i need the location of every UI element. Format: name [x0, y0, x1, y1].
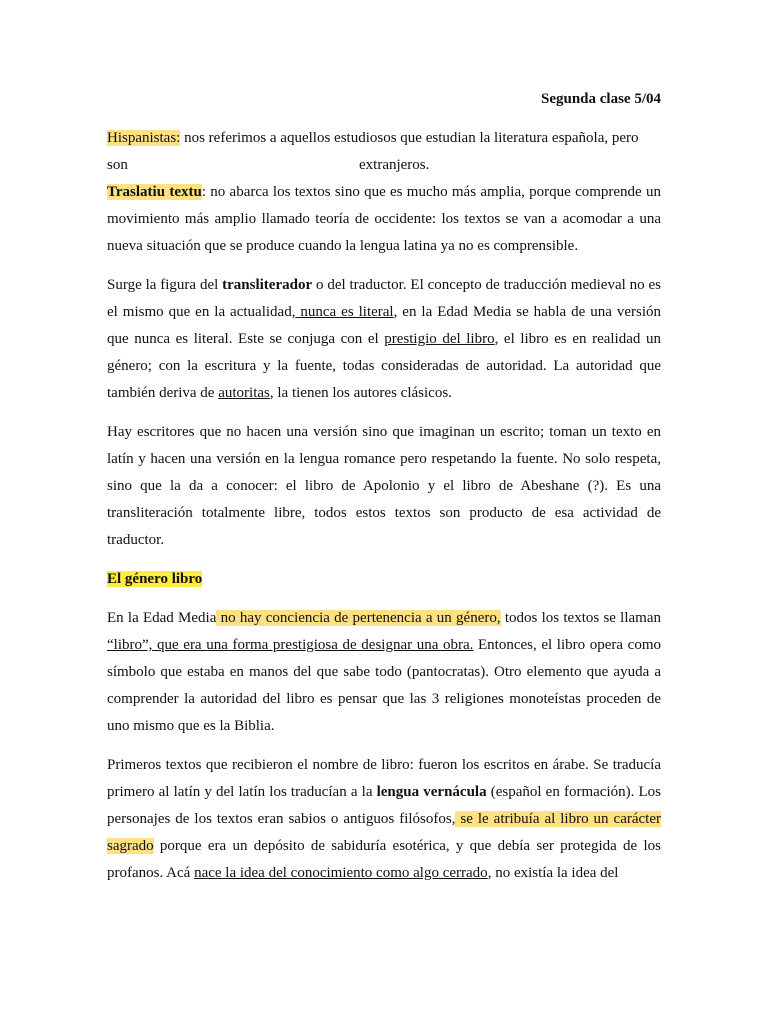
paragraph-transliterador: [107, 272, 661, 407]
text-segment: Primeros textos que recibieron el nombre de libro: fueron los escritos en árabe. Se traducía primero al latín y del latín los traducían a la: [107, 757, 661, 800]
text-segment: (español en formación). Los personajes de los textos eran sabios o antiguos filósofos,: [107, 784, 661, 827]
text-segment: son: [107, 157, 128, 173]
text-segment: nos referimos a aquellos estudiosos que estudian la literatura española, pero: [180, 130, 639, 146]
underlined-text: nace la idea del conocimiento como algo cerrado: [194, 865, 488, 881]
paragraph-traslatiu: [107, 179, 661, 260]
paragraph-primeros-textos: [107, 752, 661, 887]
section-title: El género libro: [107, 571, 203, 587]
paragraph-escritores: Hay escritores que no hacen una versión sino que imaginan un escrito; toman un texto en latín y hacen una versión en la lengua romance pero respetando la fuente. No solo respeta, sino que la da a conocer: el libro de Apolonio y el libro de Abeshane (?). Es una transliteración totalmente libre, todos estos textos son producto de esa actividad de traductor.: [107, 424, 661, 548]
underlined-text: autoritas: [218, 385, 270, 401]
text-segment: Entonces, el libro opera como símbolo que estaba en manos del que sabe todo (pantocratas). Otro elemento que ayuda a comprender la autoridad del libro es pensar que las 3 religiones monoteístas proceden de uno mismo que es la Biblia.: [107, 637, 662, 734]
text-segment: : no abarca los textos sino que es mucho más amplia, porque comprende un movimiento más amplio llamado teoría de occidente: los textos se van a acomodar a una nueva situación que se produce cuando la lengua latina ya no es comprensible.: [107, 184, 661, 254]
text-segment: todos los textos se llaman: [500, 610, 662, 626]
text-segment: , en la Edad Media se habla de una versión que nunca es literal. Este se conjuga con el: [107, 304, 661, 347]
text-segment: Surge la figura del: [107, 277, 223, 293]
bold-term: transliterador: [222, 277, 313, 293]
underlined-text: nunca es literal: [295, 304, 394, 320]
term-traslatiu: Traslatiu textu: [107, 184, 202, 200]
highlighted-text: se le atribuía al libro un carácter sagrado: [107, 811, 661, 854]
text-segment: porque era un depósito de sabiduría esotérica, y que debía ser protegida de los profanos. Acá: [107, 838, 661, 881]
paragraph-hispanistas: [107, 125, 661, 152]
underlined-text: prestigio del libro: [384, 331, 495, 347]
text-segment: , la tienen los autores clásicos.: [269, 385, 452, 401]
text-segment: o del traductor. El concepto de traducción medieval no es el mismo que en la actualidad,: [107, 277, 661, 320]
paragraph-hispanistas-continuation: [107, 152, 661, 179]
text-segment: En la Edad Media: [107, 610, 217, 626]
term-hispanistas: Hispanistas:: [107, 130, 181, 146]
class-heading: Segunda clase 5/04: [540, 91, 661, 107]
text-segment: , no existía la idea del: [487, 865, 619, 881]
text-segment: , el libro es en realidad un género; con la escritura y la fuente, todas consideradas de autoridad. La autoridad que también deriva de: [107, 331, 661, 401]
underlined-text: “libro”, que era una forma prestigiosa de designar una obra.: [107, 637, 474, 653]
section-heading: [107, 566, 661, 593]
paragraph-edad-media: [107, 605, 661, 740]
bold-term: lengua vernácula: [376, 784, 487, 800]
highlighted-text: no hay conciencia de pertenencia a un género,: [216, 610, 501, 626]
text-segment: extranjeros.: [359, 157, 430, 173]
